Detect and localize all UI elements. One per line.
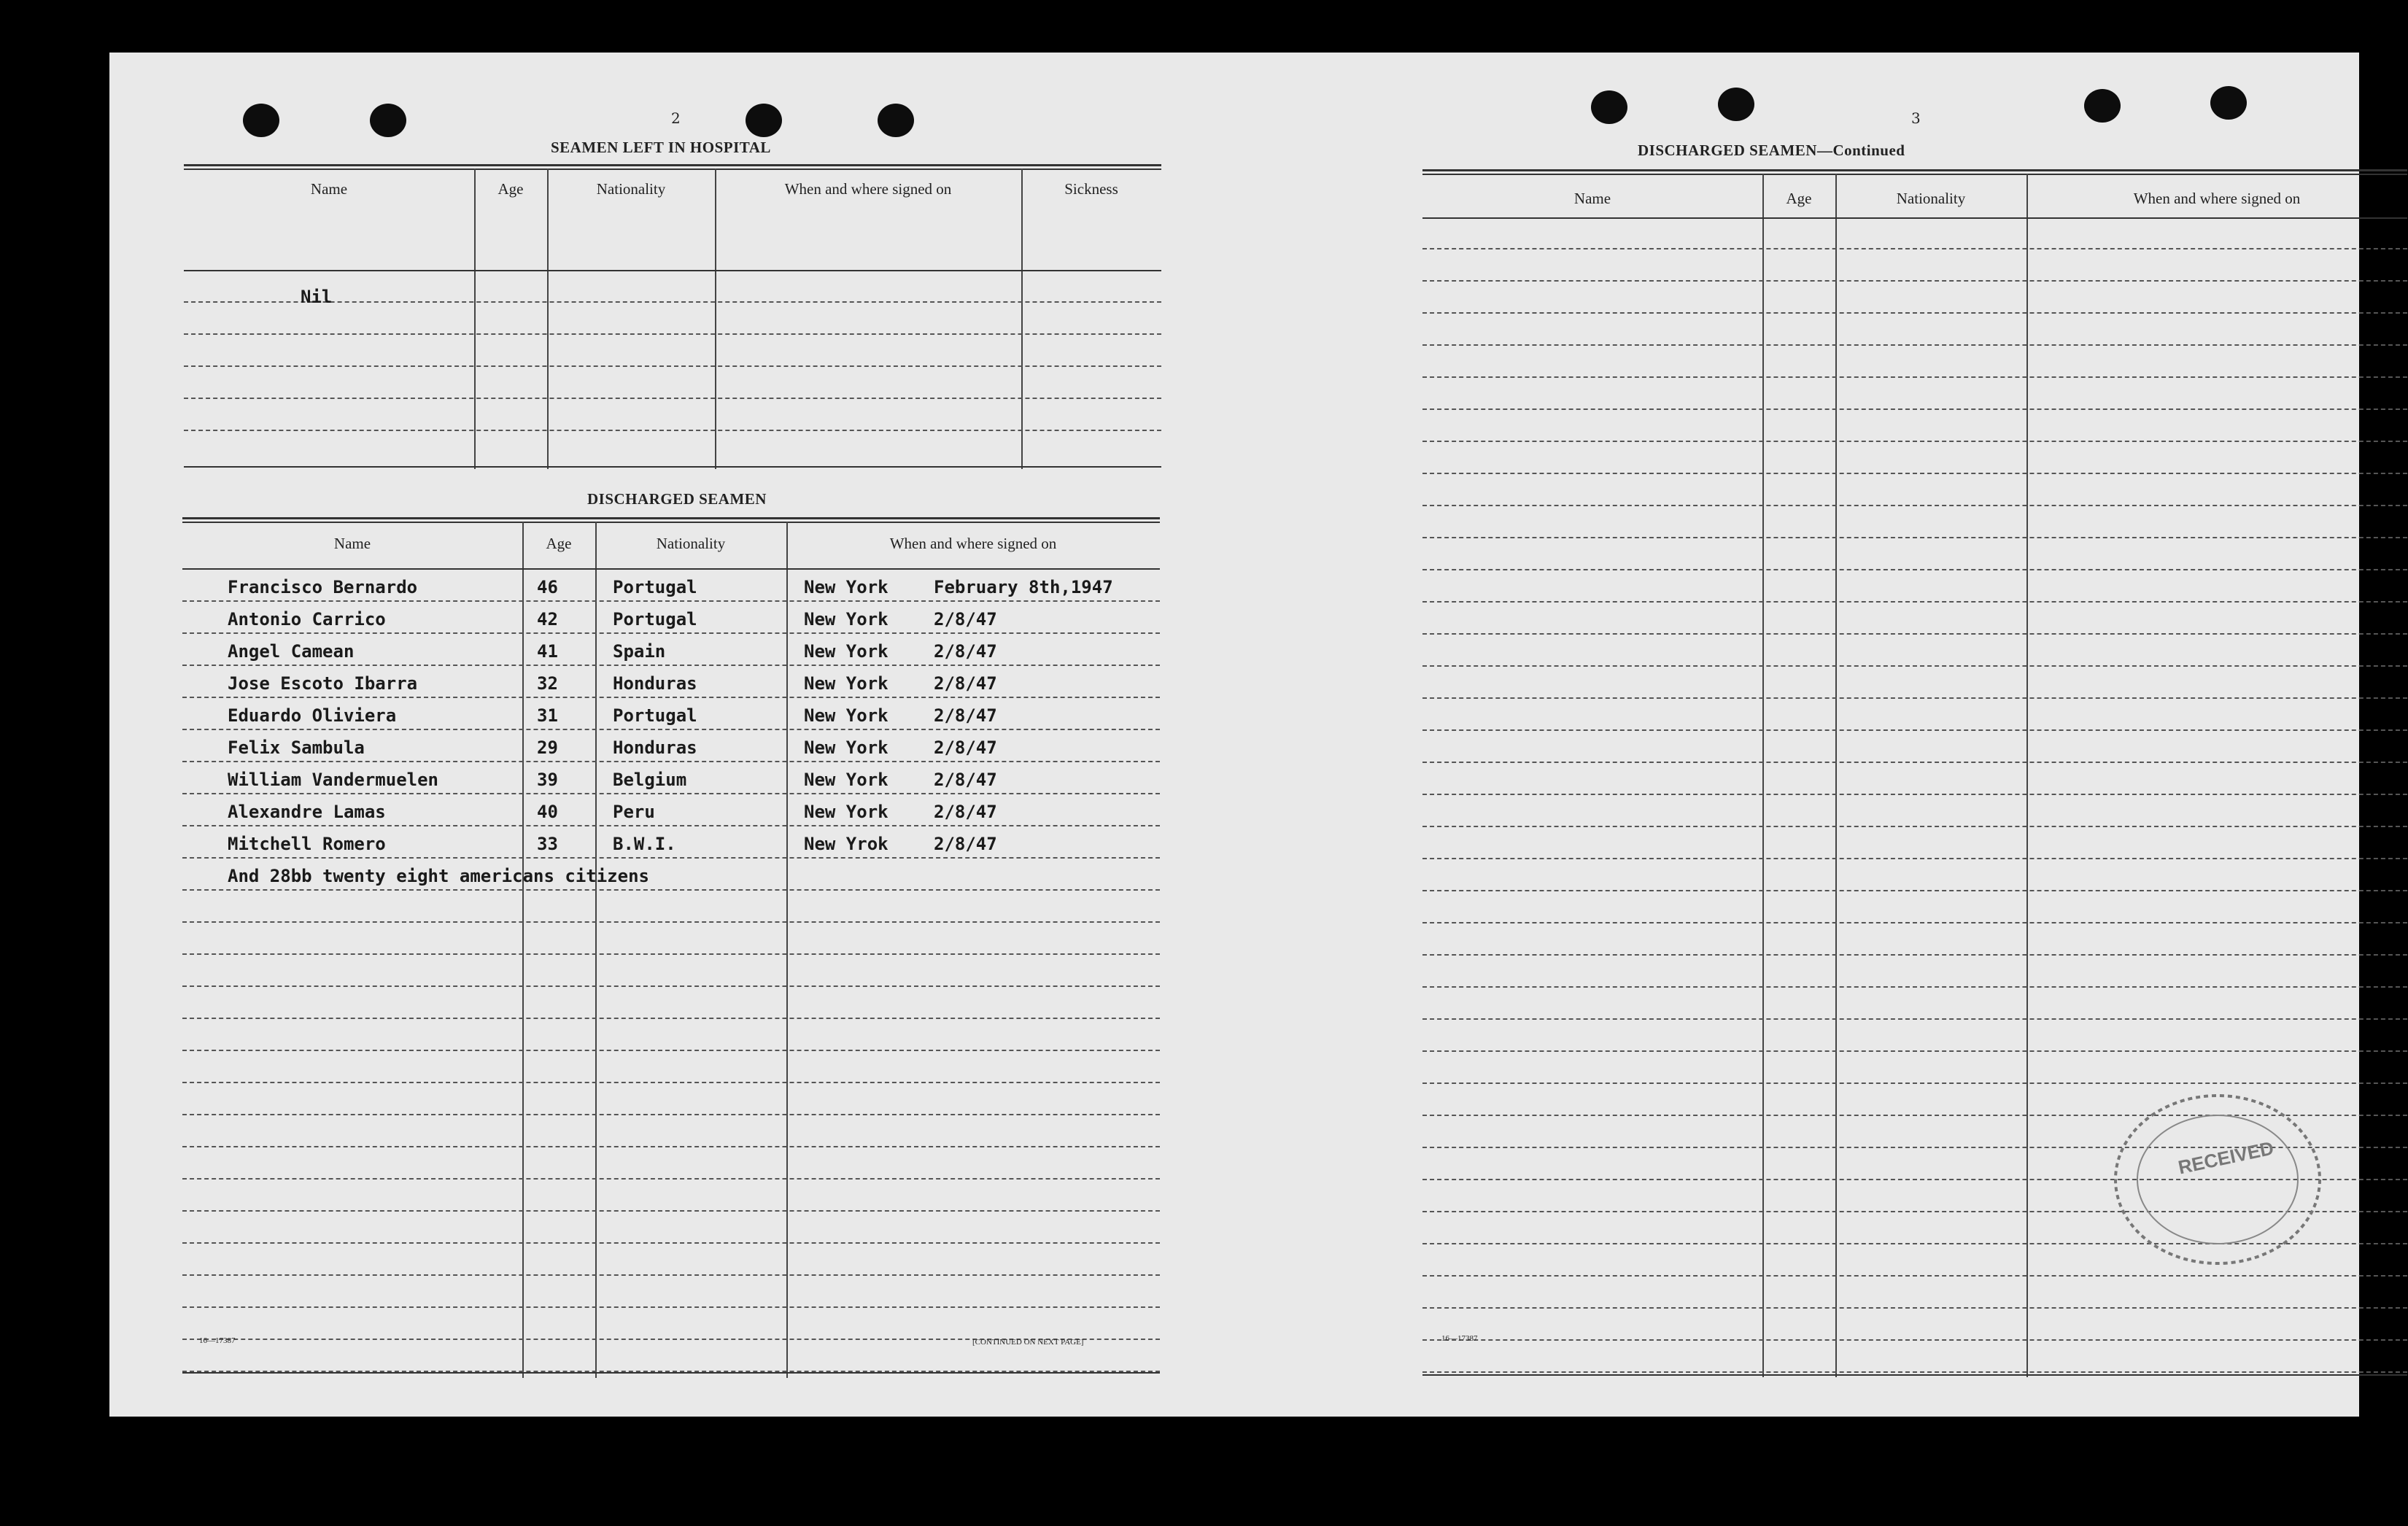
hospital-table bbox=[184, 164, 1161, 469]
header-signed-on: When and where signed on bbox=[2133, 190, 2301, 207]
header-signed-on: When and where signed on bbox=[784, 180, 952, 198]
discharged-place-cell: New York bbox=[804, 705, 889, 726]
discharged-continued-title: DISCHARGED SEAMEN—Continued bbox=[1638, 142, 1905, 159]
header-name: Name bbox=[1573, 190, 1611, 207]
page-number: 2 bbox=[671, 109, 681, 127]
discharged-name-cell: Antonio Carrico bbox=[228, 609, 386, 630]
discharged-age-cell: 42 bbox=[537, 609, 558, 630]
discharged-place-cell: New Yrok bbox=[804, 834, 889, 854]
header-sickness: Sickness bbox=[1064, 180, 1118, 198]
discharged-nationality-cell: Honduras bbox=[613, 673, 697, 694]
discharged-nationality-cell: Portugal bbox=[613, 577, 697, 597]
page-number: 3 bbox=[1911, 109, 1921, 127]
document-sheet bbox=[109, 53, 2359, 1417]
header-nationality: Nationality bbox=[656, 535, 726, 552]
discharged-nationality-cell: B.W.I. bbox=[613, 834, 676, 854]
discharged-title: DISCHARGED SEAMEN bbox=[587, 490, 767, 508]
discharged-table bbox=[182, 517, 1160, 1378]
discharged-name-cell: Felix Sambula bbox=[228, 737, 365, 758]
discharged-place-cell: New York bbox=[804, 673, 889, 694]
discharged-name-cell: William Vandermuelen bbox=[228, 770, 438, 790]
discharged-age-cell: 31 bbox=[537, 705, 558, 726]
discharged-nationality-cell: Honduras bbox=[613, 737, 697, 758]
discharged-name-cell: Mitchell Romero bbox=[228, 834, 386, 854]
discharged-age-cell: 39 bbox=[537, 770, 558, 790]
discharged-place-cell: New York bbox=[804, 737, 889, 758]
header-age: Age bbox=[546, 535, 572, 552]
discharged-nationality-cell: Spain bbox=[613, 641, 666, 662]
discharged-age-cell: 41 bbox=[537, 641, 558, 662]
discharged-name-cell: Francisco Bernardo bbox=[228, 577, 418, 597]
discharged-nationality-cell: Portugal bbox=[613, 705, 697, 726]
discharged-name-cell: Alexandre Lamas bbox=[228, 802, 386, 822]
discharged-name-cell: Eduardo Oliviera bbox=[228, 705, 397, 726]
discharged-date-cell: 2/8/47 bbox=[934, 802, 997, 822]
discharged-age-cell: 46 bbox=[537, 577, 558, 597]
header-age: Age bbox=[1786, 190, 1812, 207]
discharged-note: And 28bb twenty eight americans citizens bbox=[228, 866, 649, 886]
discharged-age-cell: 33 bbox=[537, 834, 558, 854]
left-page bbox=[109, 53, 1233, 1417]
discharged-nationality-cell: Portugal bbox=[613, 609, 697, 630]
discharged-date-cell: February 8th,1947 bbox=[934, 577, 1113, 597]
discharged-date-cell: 2/8/47 bbox=[934, 705, 997, 726]
discharged-place-cell: New York bbox=[804, 770, 889, 790]
discharged-date-cell: 2/8/47 bbox=[934, 609, 997, 630]
discharged-name-cell: Jose Escoto Ibarra bbox=[228, 673, 418, 694]
continued-note: [CONTINUED ON NEXT PAGE] bbox=[972, 1338, 1084, 1347]
discharged-age-cell: 32 bbox=[537, 673, 558, 694]
right-page bbox=[1233, 53, 2359, 1417]
form-number: 16—17387 bbox=[1441, 1334, 1478, 1343]
header-nationality: Nationality bbox=[1896, 190, 1966, 207]
discharged-date-cell: 2/8/47 bbox=[934, 737, 997, 758]
discharged-nationality-cell: Peru bbox=[613, 802, 655, 822]
header-name: Name bbox=[310, 180, 348, 198]
stamp-text: RECEIVED bbox=[2176, 1136, 2276, 1179]
discharged-nationality-cell: Belgium bbox=[613, 770, 687, 790]
header-name: Name bbox=[333, 535, 371, 552]
form-number: 16—17387 bbox=[199, 1336, 236, 1345]
discharged-date-cell: 2/8/47 bbox=[934, 770, 997, 790]
discharged-place-cell: New York bbox=[804, 577, 889, 597]
discharged-name-cell: Angel Camean bbox=[228, 641, 355, 662]
discharged-age-cell: 40 bbox=[537, 802, 558, 822]
header-age: Age bbox=[498, 180, 524, 198]
hospital-entry: Nil bbox=[301, 287, 333, 307]
header-nationality: Nationality bbox=[596, 180, 666, 198]
discharged-place-cell: New York bbox=[804, 609, 889, 630]
discharged-place-cell: New York bbox=[804, 641, 889, 662]
discharged-date-cell: 2/8/47 bbox=[934, 673, 997, 694]
discharged-date-cell: 2/8/47 bbox=[934, 834, 997, 854]
discharged-place-cell: New York bbox=[804, 802, 889, 822]
header-signed-on: When and where signed on bbox=[889, 535, 1057, 552]
discharged-date-cell: 2/8/47 bbox=[934, 641, 997, 662]
discharged-age-cell: 29 bbox=[537, 737, 558, 758]
received-stamp bbox=[2108, 1088, 2327, 1271]
hospital-title: SEAMEN LEFT IN HOSPITAL bbox=[551, 139, 771, 156]
